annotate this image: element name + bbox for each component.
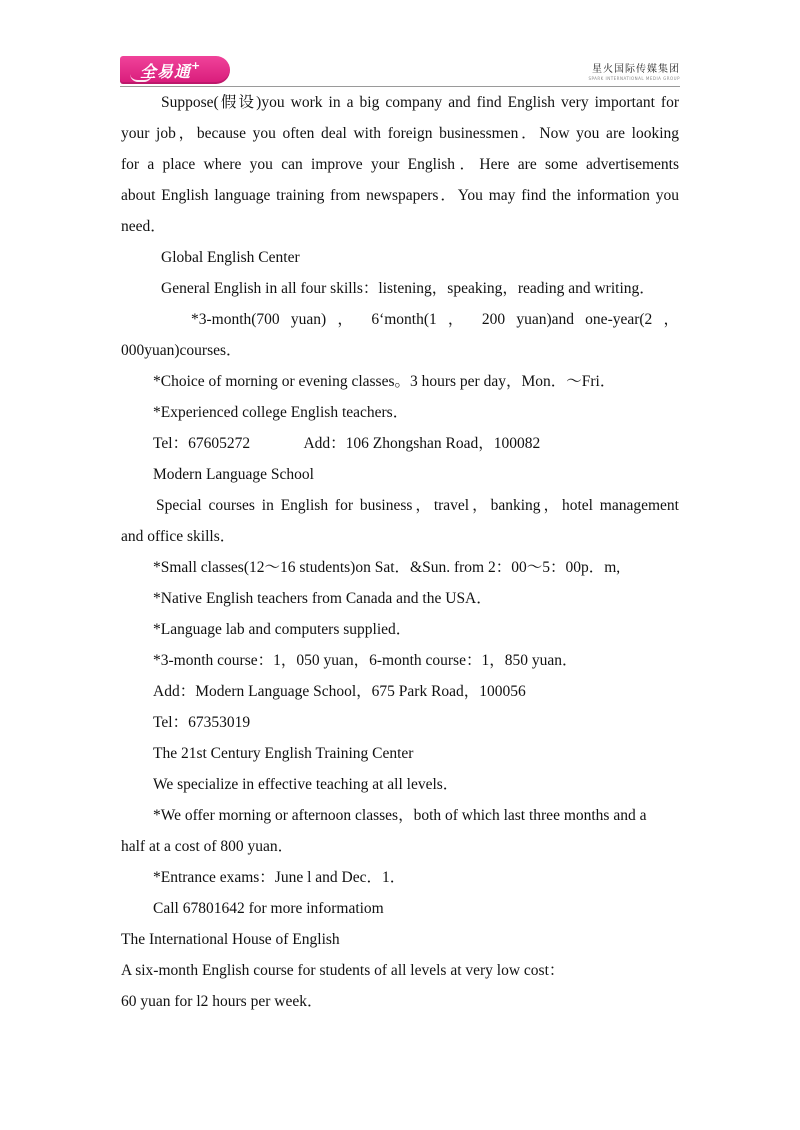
ad-2-line: and office skills． — [121, 528, 236, 545]
intro-line-2: your job，because you often deal with foreign businessmen．Now you are looking — [121, 125, 679, 142]
ad-1-line: *Choice of morning or evening classes。3 hours per day，Mon．～Fri． — [153, 373, 616, 390]
ad-2-line: Special courses in English for business，travel，banking，hotel management — [156, 497, 679, 514]
ad-1-line: 000yuan)courses． — [121, 342, 242, 359]
ad-4-line: 60 yuan for l2 hours per week． — [121, 993, 323, 1010]
publisher-name: 星火国际传媒集团 — [592, 64, 680, 75]
ad-2-line: *Native English teachers from Canada and the USA． — [153, 590, 492, 607]
header-rule — [120, 86, 680, 87]
ad-3-line: *We offer morning or afternoon classes，both of which last three months and a — [153, 807, 647, 824]
ad-1-line: *Experienced college English teachers． — [153, 404, 409, 421]
brand-logo — [120, 56, 230, 84]
ad-3-line: half at a cost of 800 yuan． — [121, 838, 294, 855]
ad-2-line: *Language lab and computers supplied． — [153, 621, 412, 638]
intro-line-4: about English language training from newspapers．You may find the information you — [121, 187, 679, 204]
ad-4-title: The International House of English — [121, 931, 340, 948]
ad-3-line: *Entrance exams：June l and Dec．1． — [153, 869, 406, 886]
ad-2-line: *3-month course：1，050 yuan，6-month course：1，850 yuan． — [153, 652, 578, 669]
ad-4-line: A six-month English course for students of all levels at very low cost： — [121, 962, 565, 979]
intro-line-1: Suppose(假设)you work in a big company and find English very important for — [161, 94, 679, 111]
ad-3-title: The 21st Century English Training Center — [153, 745, 414, 762]
ad-1-line: General English in all four skills：listening，speaking，reading and writing． — [161, 280, 655, 297]
ad-2-address: Add：Modern Language School，675 Park Road，100056 — [153, 683, 526, 700]
intro-line-5: need． — [121, 218, 166, 235]
page-header — [0, 0, 800, 90]
intro-line-3: for a place where you can improve your English．Here are some advertisements — [121, 156, 679, 173]
ad-3-line: We specialize in effective teaching at all levels． — [153, 776, 459, 793]
ad-2-phone: Tel：67353019 — [153, 714, 251, 731]
publisher-subtitle: SPARK INTERNATIONAL MEDIA GROUP — [588, 76, 680, 81]
ad-3-phone: Call 67801642 for more informatiom — [153, 900, 384, 917]
ad-2-line: *Small classes(12～16 students)on Sat．&Sun. from 2：00～5：00p．m, — [153, 559, 621, 576]
publisher-brand — [588, 60, 680, 81]
ad-1-contact: Tel：67605272 Add：106 Zhongshan Road，100082 — [153, 435, 541, 452]
ad-1-line: *3-month(700 yuan) ， 6‘month(1 ， 200 yuan)and one-year(2 ， — [191, 311, 679, 328]
logo-text: 全易通+ — [140, 59, 202, 81]
ad-1-title: Global English Center — [161, 249, 300, 266]
ad-2-title: Modern Language School — [153, 466, 314, 483]
